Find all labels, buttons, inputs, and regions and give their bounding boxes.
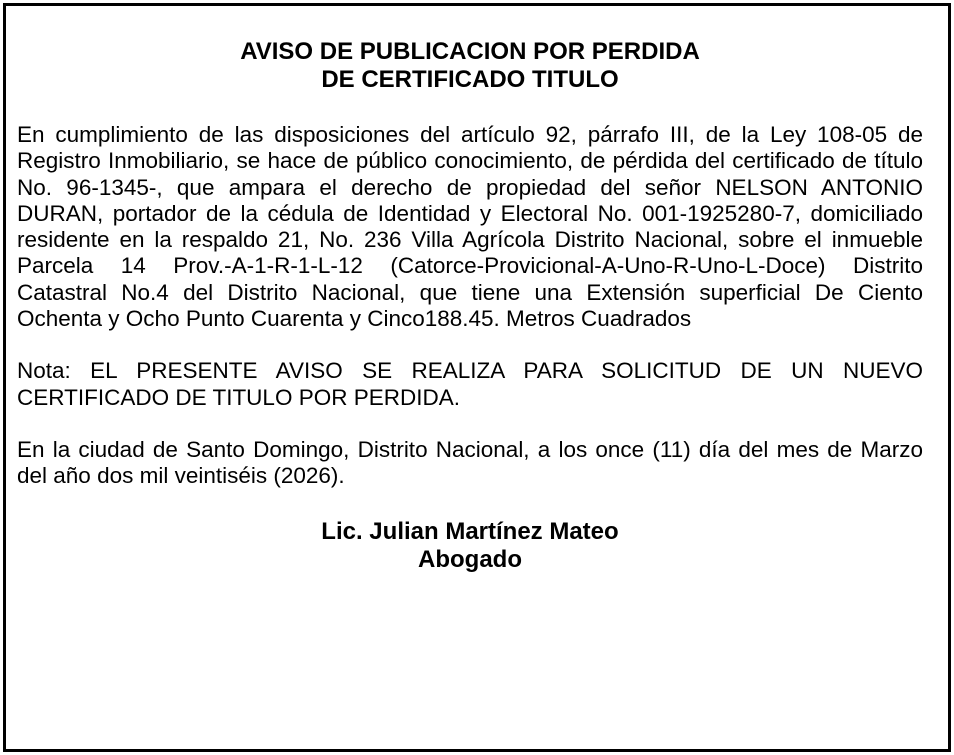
notice-location-date-paragraph: En la ciudad de Santo Domingo, Distrito Nacional, a los once (11) día del mes de Marzo del año dos mil veintiséis (2026). — [17, 436, 923, 489]
signature-block — [17, 518, 923, 574]
notice-title-line-1: AVISO DE PUBLICACION POR PERDIDA — [240, 38, 700, 65]
notice-note-paragraph: Nota: EL PRESENTE AVISO SE REALIZA PARA SOLICITUD DE UN NUEVO CERTIFICADO DE TITULO POR PERDIDA. — [17, 358, 923, 410]
signatory-title: Abogado — [418, 545, 522, 573]
notice-title-line-2: DE CERTIFICADO TITULO — [321, 66, 619, 93]
signatory-name: Lic. Julian Martínez Mateo — [321, 517, 619, 545]
notice-body-paragraph: En cumplimiento de las disposiciones del artículo 92, párrafo III, de la Ley 108-05 de Registro Inmobiliario, se hace de público conocimiento, de pérdida del certificado de título No. 96-1345-, que ampara el derecho de propiedad del señor NELSON ANTONIO DURAN, portador de la cédula de Identidad y Electoral No. 001-1925280-7, domiciliado residente en la respaldo 21, No. 236 Villa Agrícola Distrito Nacional, sobre el inmueble Parcela 14 Prov.-A-1-R-1-L-12 (Catorce-Provicional-A-Uno-R-Uno-L-Doce) Distrito Catastral No.4 del Distrito Nacional, que tiene una Extensión superficial De Ciento Ochenta y Ocho Punto Cuarenta y Cinco188.45. Metros Cuadrados — [17, 122, 923, 332]
notice-title — [17, 38, 923, 94]
legal-notice — [17, 38, 923, 574]
